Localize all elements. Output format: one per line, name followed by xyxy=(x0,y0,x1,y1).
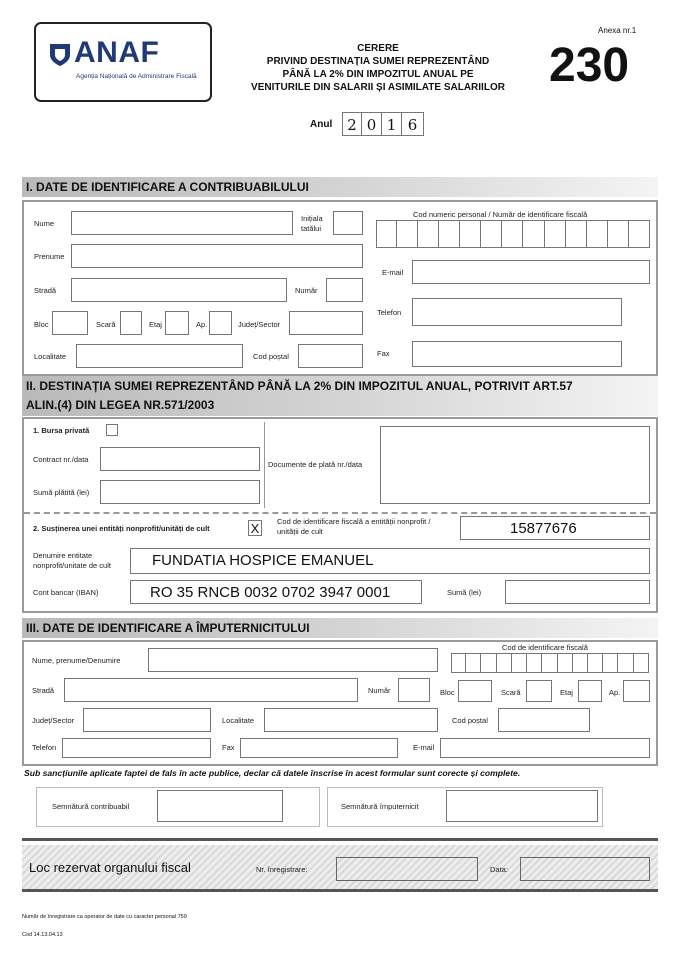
footer-code: Cod 14.13.04.13 xyxy=(22,932,63,938)
section2-title xyxy=(22,376,658,416)
bursa-label: 1. Bursa privată xyxy=(33,426,90,435)
shield-icon xyxy=(48,42,72,68)
suma-label: Sumă (lei) xyxy=(447,588,482,597)
imp-telefon-field[interactable] xyxy=(62,738,211,758)
footer-note: Număr de înregistrare ca operator de date cu caracter personal 759 xyxy=(22,914,187,920)
digit-cell[interactable] xyxy=(558,653,573,673)
imp-bloc-field[interactable] xyxy=(458,680,492,702)
etaj-label: Etaj xyxy=(149,320,162,329)
imp-etaj-label: Etaj xyxy=(560,688,573,697)
dashed-divider xyxy=(24,512,656,514)
digit-cell[interactable] xyxy=(603,653,618,673)
signature-contribuabil-field[interactable] xyxy=(157,790,283,822)
email-field[interactable] xyxy=(412,260,650,284)
cnp-label: Cod numeric personal / Număr de identificare fiscală xyxy=(413,210,588,219)
digit-cell[interactable] xyxy=(566,220,587,248)
suma-platita-label: Sumă plătită (lei) xyxy=(33,488,90,497)
documente-field[interactable] xyxy=(380,426,650,504)
initiala-label-line: tatălui xyxy=(301,224,322,233)
nume-field[interactable] xyxy=(71,211,293,235)
year-field[interactable] xyxy=(342,112,424,136)
scara-label: Scară xyxy=(96,320,116,329)
digit-cell[interactable] xyxy=(542,653,557,673)
imp-cif-field[interactable] xyxy=(451,653,649,673)
imp-nume-field[interactable] xyxy=(148,648,438,672)
section2-title-line: II. DESTINAȚIA SUMEI REPREZENTÂND PÂNĂ LA 2% DIN IMPOZITUL ANUAL, POTRIVIT ART.57 xyxy=(26,379,573,393)
section2-title-line: ALIN.(4) DIN LEGEA NR.571/2003 xyxy=(26,398,215,412)
digit-cell[interactable] xyxy=(512,653,527,673)
documente-label: Documente de plată nr./data xyxy=(268,460,363,469)
imp-nume-label: Nume, prenume/Denumire xyxy=(32,656,121,665)
digit-cell[interactable] xyxy=(460,220,481,248)
declaration-text: Sub sancțiunile aplicate faptei de fals în acte publice, declar că datele înscrise în acest formular sunt corecte și complete. xyxy=(24,768,521,778)
imp-numar-field[interactable] xyxy=(398,678,430,702)
cnp-field[interactable] xyxy=(376,220,650,248)
anaf-logo xyxy=(34,22,212,102)
section3-title: III. DATE DE IDENTIFICARE A ÎMPUTERNICITULUI xyxy=(22,618,658,638)
digit-cell[interactable] xyxy=(634,653,649,673)
cod-postal-field[interactable] xyxy=(298,344,363,368)
fiscal-nr-label: Nr. înregistrare: xyxy=(256,865,308,874)
digit-cell[interactable] xyxy=(545,220,566,248)
year-label: Anul xyxy=(310,119,333,130)
imp-numar-label: Număr xyxy=(368,686,391,695)
scara-field[interactable] xyxy=(120,311,142,335)
digit-cell[interactable] xyxy=(439,220,460,248)
form-number: 230 xyxy=(549,39,630,92)
imp-email-field[interactable] xyxy=(440,738,650,758)
iban-value: RO 35 RNCB 0032 0702 3947 0001 xyxy=(150,584,391,601)
logo-subtitle: Agenția Națională de Administrare Fiscală xyxy=(76,73,197,80)
digit-cell[interactable] xyxy=(608,220,629,248)
fax-label: Fax xyxy=(377,349,390,358)
signature-contribuabil-label: Semnătură contribuabil xyxy=(52,802,130,811)
initiala-label xyxy=(301,214,323,234)
imp-cif-label: Cod de identificare fiscală xyxy=(502,643,588,652)
ap-field[interactable] xyxy=(209,311,232,335)
digit-cell[interactable] xyxy=(418,220,439,248)
ap-label: Ap. xyxy=(196,320,208,329)
signature-imputernicit-field[interactable] xyxy=(446,790,598,822)
denumire-label-line: Denumire entitate xyxy=(33,551,93,560)
fiscal-data-field[interactable] xyxy=(520,857,650,881)
cif-entity-label-line: Cod de identificare fiscală a entității nonprofit / xyxy=(277,517,431,526)
imp-judet-label: Județ/Sector xyxy=(32,716,75,725)
imp-strada-field[interactable] xyxy=(64,678,358,702)
imp-cod-postal-field[interactable] xyxy=(498,708,590,732)
imp-etaj-field[interactable] xyxy=(578,680,602,702)
year-digit: 0 xyxy=(362,112,382,136)
iban-label: Cont bancar (IBAN) xyxy=(33,588,99,597)
prenume-field[interactable] xyxy=(71,244,363,268)
telefon-label: Telefon xyxy=(377,308,402,317)
fiscal-nr-field[interactable] xyxy=(336,857,478,881)
bloc-field[interactable] xyxy=(52,311,88,335)
contract-field[interactable] xyxy=(100,447,260,471)
fax-field[interactable] xyxy=(412,341,622,367)
digit-cell[interactable] xyxy=(451,653,466,673)
imp-judet-field[interactable] xyxy=(83,708,211,732)
denumire-label-line: nonprofit/unitate de cult xyxy=(33,561,111,570)
sustinere-label: 2. Susținerea unei entități nonprofit/unități de cult xyxy=(33,524,210,533)
digit-cell[interactable] xyxy=(588,653,603,673)
logo-text: ANAF xyxy=(74,36,160,69)
imp-scara-field[interactable] xyxy=(526,680,552,702)
title-line: PRIVIND DESTINAȚIA SUMEI REPREZENTÂND xyxy=(266,56,490,67)
digit-cell[interactable] xyxy=(466,653,481,673)
digit-cell[interactable] xyxy=(523,220,544,248)
imp-telefon-label: Telefon xyxy=(32,743,57,752)
digit-cell[interactable] xyxy=(587,220,608,248)
imp-ap-field[interactable] xyxy=(623,680,650,702)
fiscal-bottom-rule xyxy=(22,889,658,892)
form-title xyxy=(228,42,528,94)
cod-postal-label: Cod poștal xyxy=(253,352,289,361)
digit-cell[interactable] xyxy=(618,653,633,673)
digit-cell[interactable] xyxy=(497,653,512,673)
sustinere-checkbox[interactable]: X xyxy=(248,520,262,536)
digit-cell[interactable] xyxy=(481,653,496,673)
denumire-label xyxy=(33,551,111,571)
imp-scara-label: Scară xyxy=(501,688,521,697)
title-line: PÂNĂ LA 2% DIN IMPOZITUL ANUAL PE xyxy=(282,69,474,80)
imp-cod-postal-label: Cod poștal xyxy=(452,716,488,725)
bloc-label: Bloc xyxy=(34,320,49,329)
title-line: VENITURILE DIN SALARII ȘI ASIMILATE SALARIILOR xyxy=(251,82,505,93)
digit-cell[interactable] xyxy=(573,653,588,673)
fiscal-data-label: Data: xyxy=(490,865,508,874)
imp-localitate-field[interactable] xyxy=(264,708,438,732)
divider xyxy=(264,422,265,508)
year-digit: 6 xyxy=(402,112,424,136)
denumire-value: FUNDATIA HOSPICE EMANUEL xyxy=(152,552,374,569)
initiala-field[interactable] xyxy=(333,211,363,235)
digit-cell[interactable] xyxy=(502,220,523,248)
imp-fax-label: Fax xyxy=(222,743,235,752)
telefon-field[interactable] xyxy=(412,298,622,326)
prenume-label: Prenume xyxy=(34,252,65,261)
imp-localitate-label: Localitate xyxy=(222,716,255,725)
strada-label: Stradă xyxy=(34,286,57,295)
localitate-label: Localitate xyxy=(34,352,67,361)
digit-cell[interactable] xyxy=(481,220,502,248)
digit-cell[interactable] xyxy=(397,220,418,248)
imp-fax-field[interactable] xyxy=(240,738,398,758)
fiscal-title: Loc rezervat organului fiscal xyxy=(29,860,191,875)
localitate-field[interactable] xyxy=(76,344,243,368)
cif-entity-label-line: unității de cult xyxy=(277,527,323,536)
imp-strada-label: Stradă xyxy=(32,686,55,695)
email-label: E-mail xyxy=(382,268,404,277)
signature-imputernicit-label: Semnătură împuternicit xyxy=(341,802,419,811)
digit-cell[interactable] xyxy=(527,653,542,673)
annex-label: Anexa nr.1 xyxy=(598,26,637,35)
section1-title: I. DATE DE IDENTIFICARE A CONTRIBUABILULUI xyxy=(22,177,658,197)
digit-cell[interactable] xyxy=(629,220,650,248)
numar-label: Număr xyxy=(295,286,318,295)
numar-field[interactable] xyxy=(326,278,363,302)
suma-platita-field[interactable] xyxy=(100,480,260,504)
initiala-label-line: Inițiala xyxy=(301,214,323,223)
suma-field[interactable] xyxy=(505,580,650,604)
bursa-checkbox[interactable] xyxy=(106,424,118,436)
year-digit: 2 xyxy=(342,112,362,136)
imp-email-label: E-mail xyxy=(413,743,435,752)
contract-label: Contract nr./data xyxy=(33,455,89,464)
digit-cell[interactable] xyxy=(376,220,397,248)
strada-field[interactable] xyxy=(71,278,287,302)
judet-label: Județ/Sector xyxy=(238,320,281,329)
nume-label: Nume xyxy=(34,219,55,228)
cif-entity-label xyxy=(277,517,430,537)
etaj-field[interactable] xyxy=(165,311,189,335)
year-digit: 1 xyxy=(382,112,402,136)
judet-field[interactable] xyxy=(289,311,363,335)
title-line: CERERE xyxy=(357,43,399,54)
cif-entity-value: 15877676 xyxy=(510,520,577,537)
fiscal-top-rule xyxy=(22,838,658,841)
imp-bloc-label: Bloc xyxy=(440,688,455,697)
imp-ap-label: Ap. xyxy=(609,688,621,697)
